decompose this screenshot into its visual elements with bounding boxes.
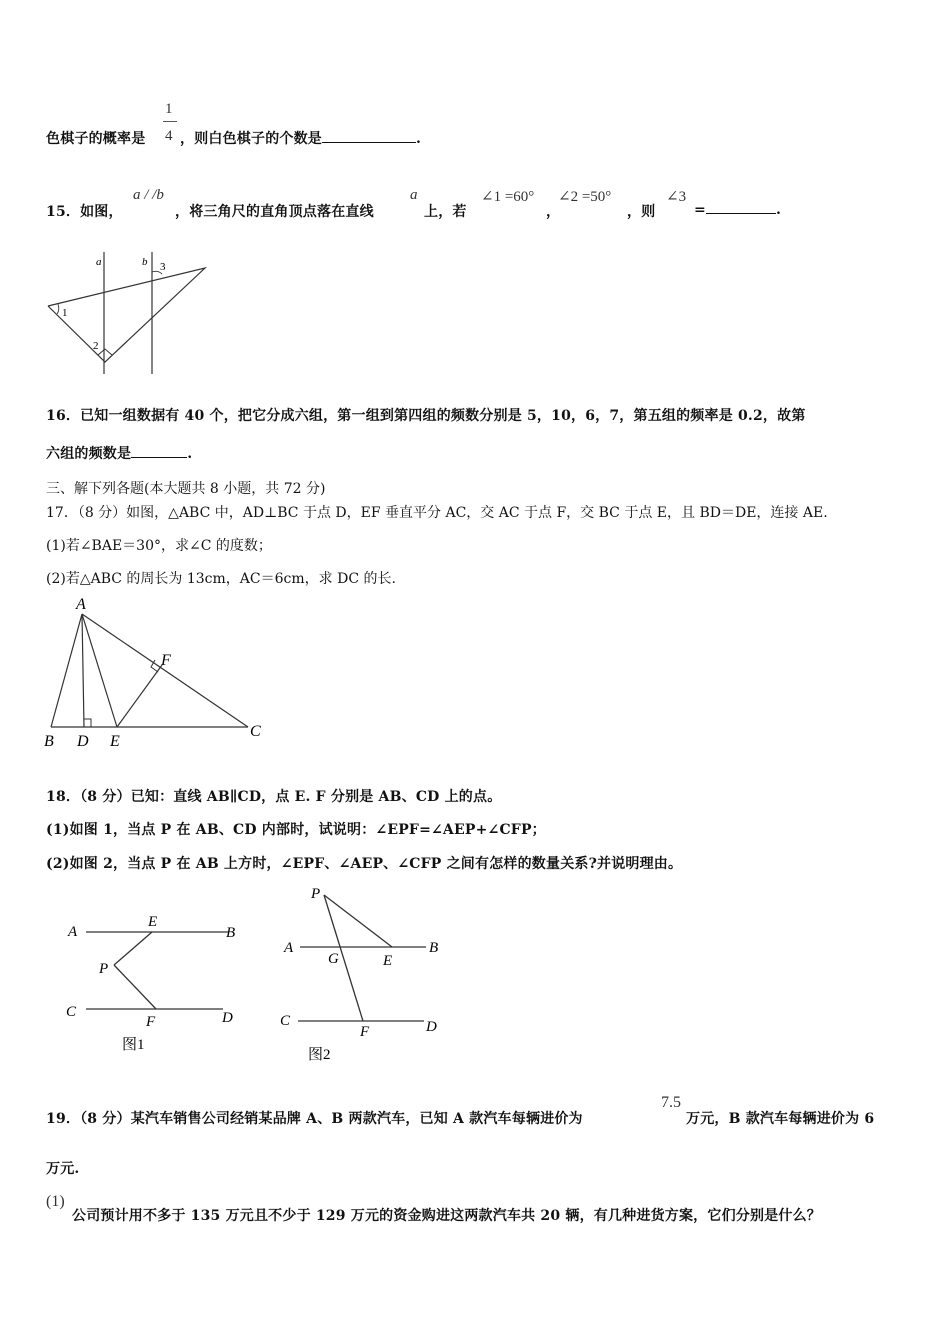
q18-part1: (1)如图 1，当点 P 在 AB、CD 内部时，试说明：∠EPF=∠AEP+∠CFP； [46, 822, 546, 838]
q19-part1: 公司预计用不多于 135 万元且不少于 129 万元的资金购进这两款汽车共 20 辆，有几种进货方案，它们分别是什么？ [72, 1208, 821, 1224]
q19-price: 7.5 [661, 1094, 681, 1111]
q16-end: . [187, 446, 193, 462]
q16-line1: 16．已知一组数据有 40 个，把它分成六组，第一组到第四组的频数分别是 5，10，6，7，第五组的频率是 0.2，故第 [46, 408, 806, 424]
q18-figure-2 [274, 880, 449, 1065]
q17-seg-AB [51, 614, 82, 727]
q19-stem-b: 万元，B 款汽车每辆进价为 6 [686, 1111, 875, 1127]
fig2-seg-PE [324, 895, 392, 947]
q15-comma: ， [546, 204, 561, 220]
q18-part2: (2)如图 2，当点 P 在 AB 上方时，∠EPF、∠AEP、∠CFP 之间有怎样的数量关系?并说明理由。 [46, 856, 683, 872]
q15-label-b: b [142, 256, 148, 268]
q17-seg-AC [82, 614, 248, 727]
fig1-label-B: B [226, 925, 236, 941]
q16-line2-wrap [46, 443, 192, 463]
q14-answer-blank[interactable] [322, 130, 416, 143]
q17-stem: 17．（8 分）如图，△ABC 中，AD⊥BC 于点 D，EF 垂直平分 AC，交 AC 于点 F，交 BC 于点 E，且 BD＝DE，连接 AE. [46, 505, 828, 521]
q15-right-angle-mark [98, 349, 112, 355]
q16-answer-blank[interactable] [131, 445, 187, 458]
q15-answer-line [694, 201, 781, 218]
fig1-caption: 图1 [122, 1037, 145, 1053]
q15-eq: = [694, 202, 706, 218]
fig1-label-F: F [146, 1014, 156, 1030]
fig2-label-P: P [311, 886, 321, 902]
q15-end: . [775, 202, 782, 218]
fig1-label-P: P [99, 961, 109, 977]
q14-text: 色棋子的概率是 [46, 131, 146, 147]
q17-label-C: C [250, 723, 261, 740]
section3-title: 三、解下列各题(本大题共 8 小题，共 72 分) [46, 481, 326, 497]
q14-line [46, 128, 145, 148]
fig1-seg-EP [114, 932, 152, 965]
q15-label-2: 2 [93, 340, 99, 352]
q17-label-F: F [161, 652, 171, 669]
q17-label-E: E [110, 733, 120, 750]
q15-label-3: 3 [160, 261, 166, 273]
q17-label-A: A [76, 596, 86, 613]
q19-stem-a: 19．（8 分）某汽车销售公司经销某品牌 A、B 两款汽车，已知 A 款汽车每辆进价为 [46, 1111, 583, 1127]
q17-seg-AD [82, 614, 84, 727]
q15-answer-blank[interactable] [706, 201, 776, 214]
fig1-label-E: E [148, 914, 158, 930]
fig1-label-D: D [222, 1010, 233, 1026]
q16-line2: 六组的频数是 [46, 446, 132, 462]
fig2-label-B: B [429, 940, 439, 956]
fig1-label-C: C [66, 1004, 77, 1020]
fig2-label-A: A [284, 940, 294, 956]
q15-expr-parallel: a / /b [133, 187, 164, 203]
fig1-seg-PF [114, 965, 156, 1009]
q19-part1-num: (1) [46, 1193, 65, 1210]
q15-text1: ，将三角尺的直角顶点落在直线 [175, 204, 374, 220]
q15-figure [40, 248, 220, 380]
fig2-caption: 图2 [308, 1047, 331, 1063]
q17-figure [40, 592, 275, 754]
q17-seg-AE [82, 614, 117, 727]
q17-part1: (1)若∠BAE＝30°，求∠C 的度数； [46, 538, 272, 554]
fig2-label-D: D [426, 1019, 437, 1035]
q14-end: . [416, 131, 422, 147]
q17-label-B: B [44, 733, 54, 750]
fig2-label-G: G [328, 951, 339, 967]
q14-suffix: ，则白色棋子的个数是 [180, 131, 322, 147]
q18-stem: 18．（8 分）已知：直线 AB∥CD，点 E. F 分别是 AB、CD 上的点。 [46, 789, 502, 805]
q15-label-1: 1 [62, 307, 68, 319]
q19-line2: 万元. [46, 1161, 80, 1177]
q15-label-a: a [96, 256, 102, 268]
fig2-label-E: E [383, 953, 393, 969]
q15-text2: 上，若 [424, 204, 467, 220]
fig2-label-F: F [360, 1024, 370, 1040]
q15-angle3: ∠3 [666, 189, 687, 205]
q17-label-D: D [77, 733, 89, 750]
q14-frac-bar [163, 121, 177, 122]
q17-seg-EF [117, 665, 162, 727]
q15-num: 15．如图， [46, 204, 123, 220]
q15-text3: ，则 [627, 204, 656, 220]
q15-triangle [48, 268, 205, 362]
q14-frac-num: 1 [165, 101, 173, 117]
q15-angle1: ∠1 =60° [481, 189, 535, 205]
q15-angle2: ∠2 =50° [558, 189, 612, 205]
q14-frac-den: 4 [165, 128, 173, 144]
q14-suffix-line [180, 128, 421, 148]
q15-arc-1 [57, 304, 59, 314]
fig1-label-A: A [68, 924, 78, 940]
fig2-label-C: C [280, 1013, 291, 1029]
q15-var-a: a [410, 187, 418, 203]
q18-figure-1 [58, 908, 248, 1058]
q17-right-angle-D [84, 719, 91, 727]
q17-part2: (2)若△ABC 的周长为 13cm，AC＝6cm，求 DC 的长. [46, 571, 396, 587]
